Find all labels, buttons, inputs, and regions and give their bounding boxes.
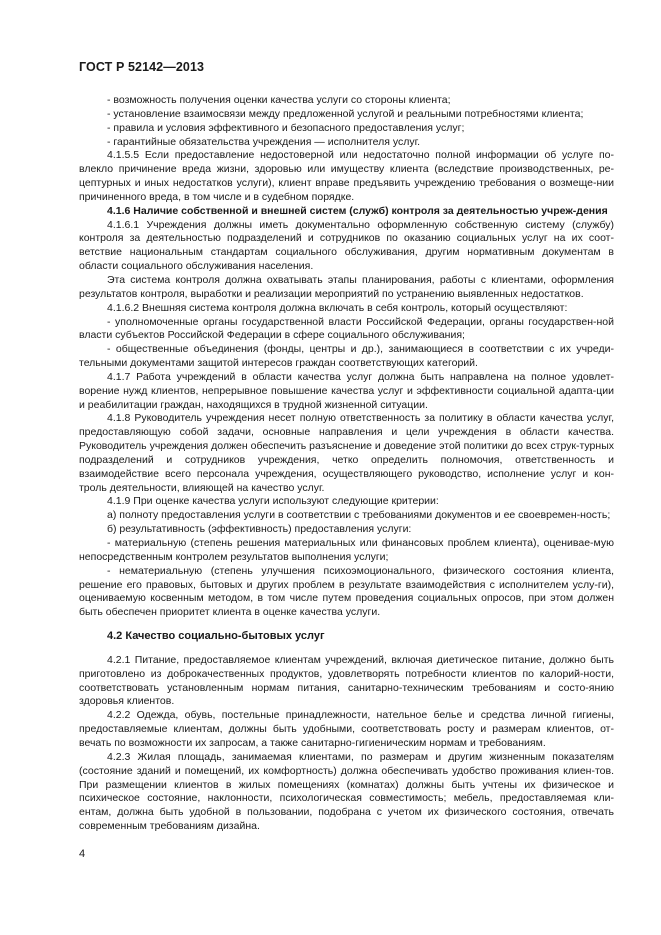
paragraph: 4.2.1 Питание, предоставляемое клиентам учреждений, включая диетическое питание, должно быть приготовлено из доброкачественных продуктов, удовлетворять потребности клиентов по калорий-ности, соответствовать установленным нормам питания, санитарно-техническим требованиям и состо-янию здоровья клиентов. (79, 653, 614, 708)
list-item: - материальную (степень решения материальных или финансовых проблем клиента), оценивае-мую непосредственным контролем результатов выполнения услуги; (79, 537, 614, 563)
paragraph: 4.1.7 Работа учреждений в области качества услуг должна быть направлена на полное удовлет-ворение нужд клиентов, непрерывное повышение качества услуг и эффективности социальной адапта-ции и реабилитации граждан, находящихся в трудной жизненной ситуации. (79, 370, 614, 411)
paragraph: 4.1.5.5 Если предоставление недостоверной или недостаточно полной информации об услуге по-влекло причинение вреда жизни, здоровью или имуществу клиента (вследствие производственных, ре-цептурных и иных недостатков услуги), клиент вправе предъявить учреждению требования о возмеще-нии причиненного вреда, в том числе и в судебном порядке. (79, 149, 614, 203)
paragraph: Эта система контроля должна охватывать этапы планирования, работы с клиентами, оформления результатов контроля, выработки и реализации мероприятий по устранению выявленных недостатков. (79, 273, 614, 300)
paragraph: 4.1.6.1 Учреждения должны иметь документально оформленную собственную систему (службу) контроля за деятельностью подразделений и сотрудников по оказанию социальных услуг на их соот-ветствие национальным стандартам социального обслуживания, другим нормативным документам в области социального обслуживания населения. (79, 218, 614, 273)
paragraph: 4.1.6.2 Внешняя система контроля должна включать в себя контроль, который осуществляют: (107, 301, 568, 314)
section-heading: 4.2 Качество социально-бытовых услуг (107, 630, 325, 643)
list-item: - общественные объединения (фонды, центры и др.), занимающиеся в соответствии с их учреди-тельными документами защитой интересов граждан соответствующих категорий. (79, 343, 614, 370)
list-item: - гарантийные обязательства учреждения — исполнителя услуг. (107, 135, 421, 148)
list-item: - возможность получения оценки качества услуги со стороны клиента; (107, 94, 451, 106)
document-code: ГОСТ Р 52142—2013 (79, 60, 205, 74)
list-item: - уполномоченные органы государственной власти Российской Федерации, органы государствен-ной власти субъектов Российской Федерации в сфере социального обслуживания; (79, 315, 614, 342)
page-number: 4 (79, 848, 86, 860)
section-heading: 4.1.6 Наличие собственной и внешней систем (служб) контроля за деятельностью учреж-дения (107, 204, 608, 217)
list-item: - установление взаимосвязи между предложенной услугой и реальными потребностями клиента; (107, 107, 584, 120)
paragraph: 4.1.8 Руководитель учреждения несет полную ответственность за политику в области качества услуг, предоставляющую собой задачи, основные направления и цели учреждения в области качества. Руководитель учреждения должен обеспечить разъяснение и доведение этой политики до всех струк-турных подразделений и сотрудников учреждения, четко определить полномочия, ответственность и взаимодействие всего персонала учреждения, осуществляющего руководство, исполнение услуг и кон-троль деятельности, влияющей на качество услуг. (79, 412, 614, 494)
list-item: а) полноту предоставления услуги в соответствии с требованиями документов и ее своевремен-ность; (107, 509, 611, 522)
paragraph: 4.2.3 Жилая площадь, занимаемая клиентами, по размерам и другим жизненным показателям (состояние зданий и помещений, их комфортность) должна обеспечивать удобство проживания клиен-тов. При размещении клиентов в жилых помещениях (комнатах) должны быть учтены их физическое и психическое состояние, наклонности, психологическая совместимость; мебель, предоставляемая кли-ентам, должна быть удобной в пользовании, подобрана с учетом их физического состояния, отвечать современным требованиям дизайна. (79, 750, 614, 833)
paragraph: 4.1.9 При оценке качества услуги используют следующие критерии: (107, 495, 439, 508)
list-item: - правила и условия эффективного и безопасного предоставления услуг; (107, 121, 465, 134)
list-item: б) результативность (эффективность) предоставления услуги: (107, 523, 412, 536)
list-item: - нематериальную (степень улучшения психоэмоционального, физического состояния клиента, решение его правовых, бытовых и других проблем в результате взаимодействия с исполнителем услу-ги), оцениваемую косвенным методом, в том числе путем проведения социальных опросов, при этом должен быть обеспечен приоритет клиента в оценке качества услуги. (79, 564, 614, 619)
document-body (79, 94, 614, 834)
paragraph: 4.2.2 Одежда, обувь, постельные принадлежности, нательное белье и средства личной гигиены, предоставляемые клиентам, должны быть удобными, соответствовать росту и размерам клиентов, от-вечать по возможности их запросам, а также санитарно-гигиеническим нормам и требованиям. (79, 709, 614, 749)
